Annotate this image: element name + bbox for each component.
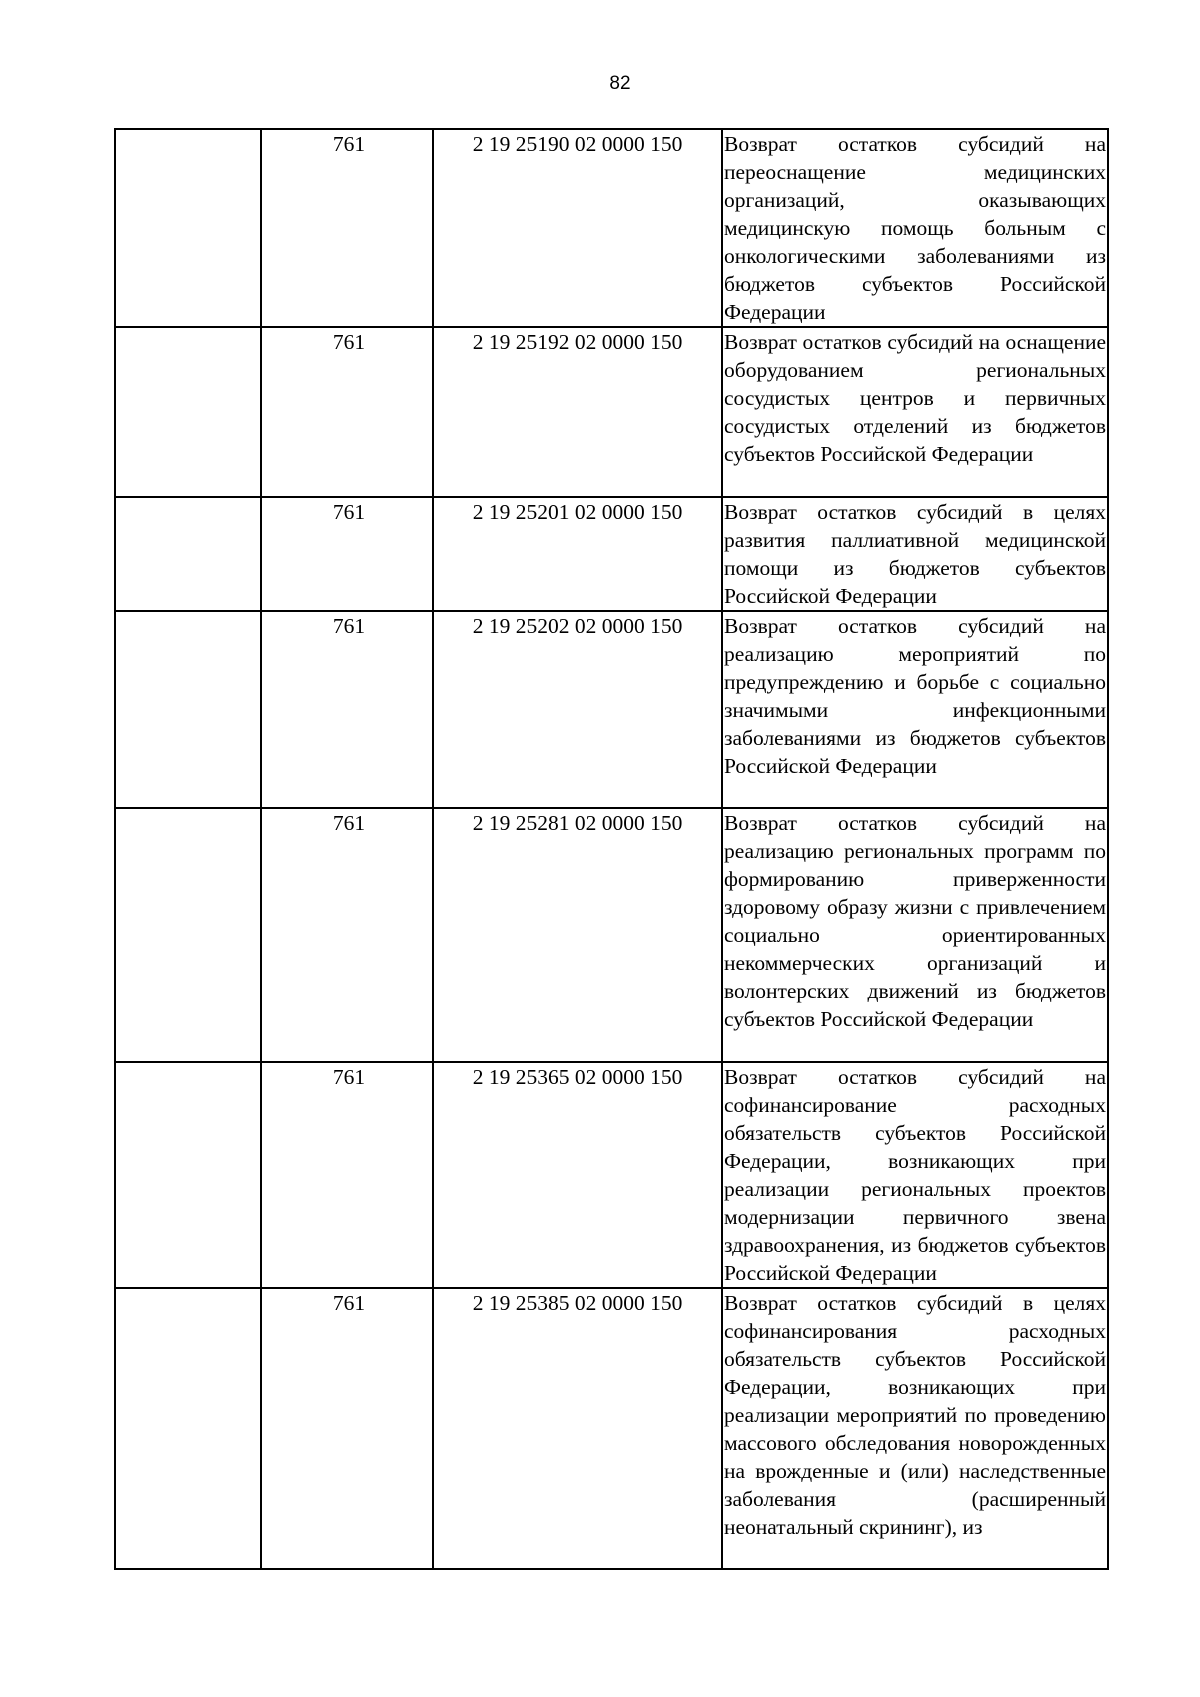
table-row — [115, 327, 1108, 497]
budget-code-cell: 2 19 25201 02 0000 150 — [433, 497, 722, 611]
budget-codes-table — [114, 128, 1109, 1570]
admin-code-cell: 761 — [261, 1062, 433, 1288]
admin-code-cell: 761 — [261, 808, 433, 1062]
description-cell: Возврат остатков субсидий на реализацию мероприятий по предупреждению и борьбе с социально значимыми инфекционными заболеваниями из бюджетов субъектов Российской Федерации — [722, 611, 1108, 808]
table-row — [115, 497, 1108, 611]
budget-code-cell: 2 19 25202 02 0000 150 — [433, 611, 722, 808]
admin-code-cell: 761 — [261, 611, 433, 808]
description-cell: Возврат остатков субсидий на реализацию региональных программ по формированию приверженности здоровому образу жизни с привлечением социально ориентированных некоммерческих организаций и волонтерских движений из бюджетов субъектов Российской Федерации — [722, 808, 1108, 1062]
admin-code-cell: 761 — [261, 1288, 433, 1569]
budget-code-cell: 2 19 25190 02 0000 150 — [433, 129, 722, 327]
admin-code-cell: 761 — [261, 497, 433, 611]
empty-cell — [115, 327, 261, 497]
empty-cell — [115, 611, 261, 808]
description-cell: Возврат остатков субсидий в целях софинансирования расходных обязательств субъектов Российской Федерации, возникающих при реализации мероприятий по проведению массового обследования новорожденных на врожденные и (или) наследственные заболевания (расширенный неонатальный скрининг), из — [722, 1288, 1108, 1569]
empty-cell — [115, 497, 261, 611]
empty-cell — [115, 808, 261, 1062]
table-row — [115, 1062, 1108, 1288]
empty-cell — [115, 1288, 261, 1569]
empty-cell — [115, 1062, 261, 1288]
table-row — [115, 808, 1108, 1062]
admin-code-cell: 761 — [261, 129, 433, 327]
table-row — [115, 1288, 1108, 1569]
table-row — [115, 611, 1108, 808]
budget-code-cell: 2 19 25365 02 0000 150 — [433, 1062, 722, 1288]
table-row — [115, 129, 1108, 327]
budget-code-cell: 2 19 25192 02 0000 150 — [433, 327, 722, 497]
budget-code-cell: 2 19 25281 02 0000 150 — [433, 808, 722, 1062]
budget-code-cell: 2 19 25385 02 0000 150 — [433, 1288, 722, 1569]
description-cell: Возврат остатков субсидий в целях развития паллиативной медицинской помощи из бюджетов субъектов Российской Федерации — [722, 497, 1108, 611]
description-cell: Возврат остатков субсидий на софинансирование расходных обязательств субъектов Российской Федерации, возникающих при реализации региональных проектов модернизации первичного звена здравоохранения, из бюджетов субъектов Российской Федерации — [722, 1062, 1108, 1288]
description-cell: Возврат остатков субсидий на оснащение оборудованием региональных сосудистых центров и первичных сосудистых отделений из бюджетов субъектов Российской Федерации — [722, 327, 1108, 497]
admin-code-cell: 761 — [261, 327, 433, 497]
page-number: 82 — [609, 73, 631, 94]
empty-cell — [115, 129, 261, 327]
description-cell: Возврат остатков субсидий на переоснащение медицинских организаций, оказывающих медицинскую помощь больным с онкологическими заболеваниями из бюджетов субъектов Российской Федерации — [722, 129, 1108, 327]
